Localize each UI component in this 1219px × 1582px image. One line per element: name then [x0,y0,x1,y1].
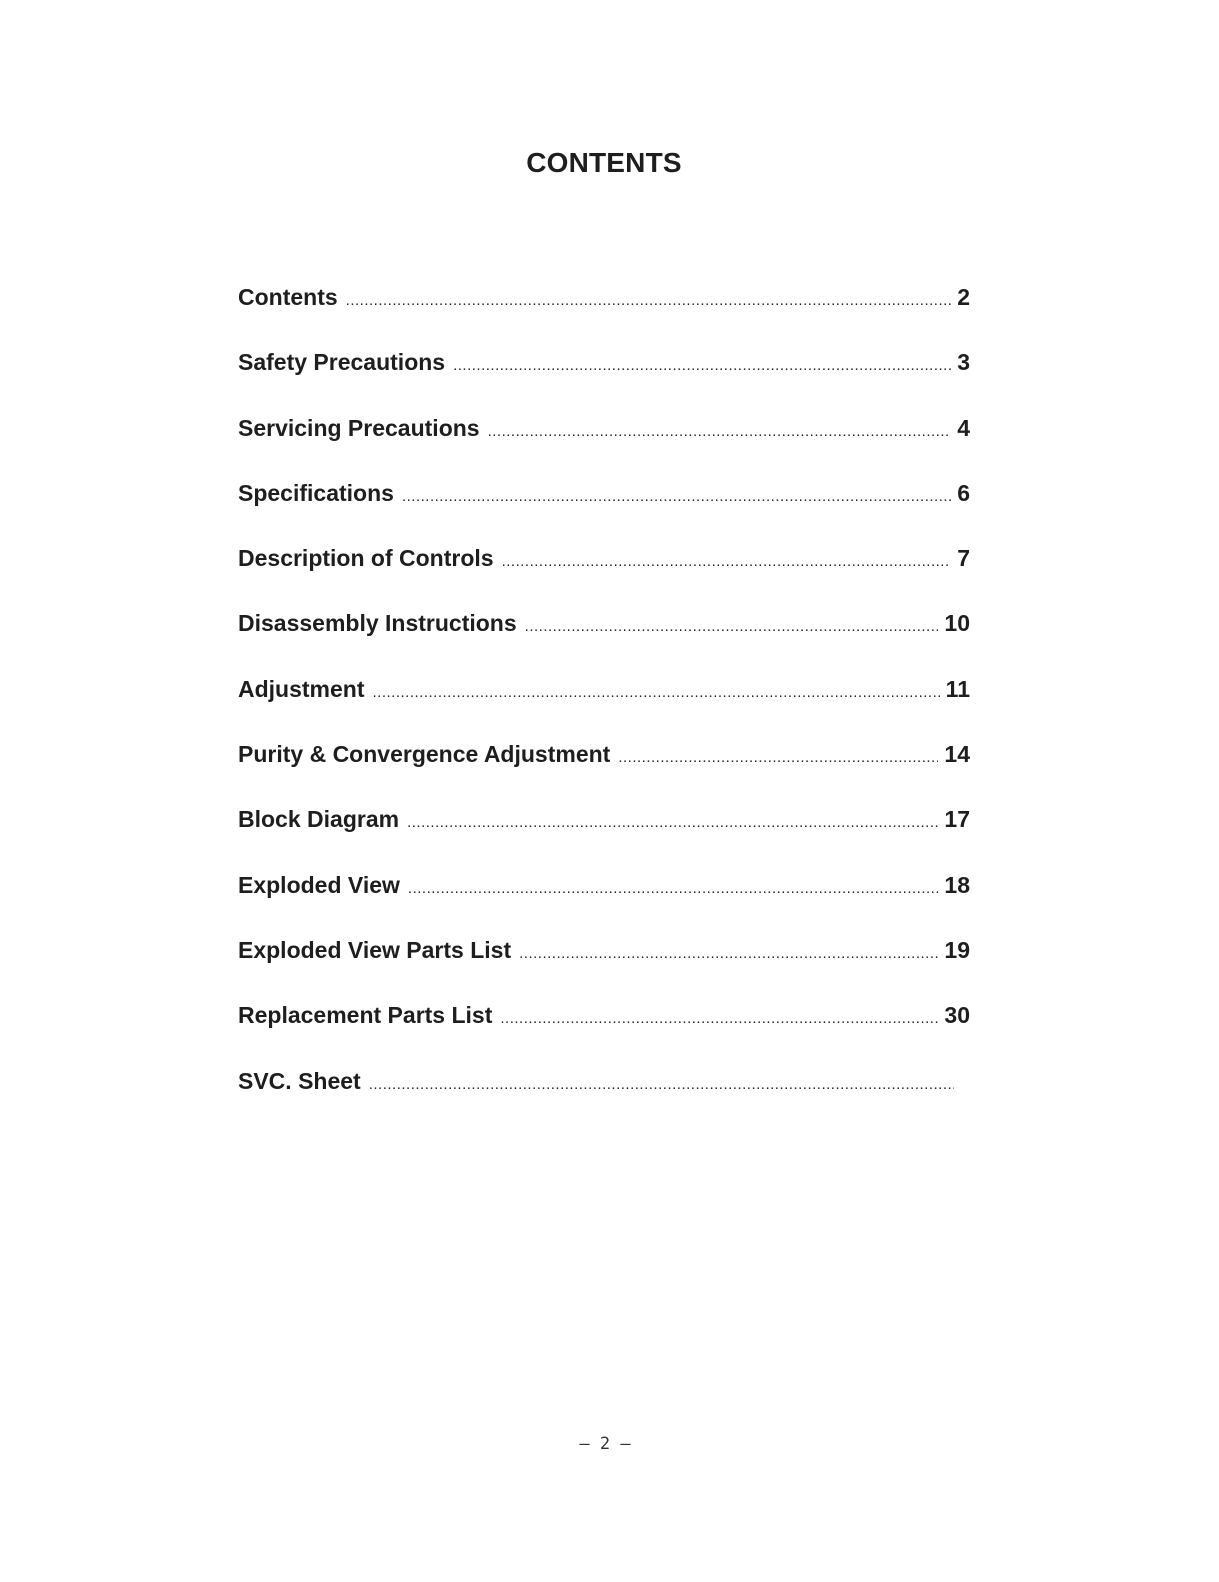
toc-entry-page: 17 [944,806,970,833]
toc-entry-replacement-parts-list[interactable] [238,998,970,1063]
dot-leader [500,1002,938,1036]
toc-entry-description-of-controls[interactable] [238,541,970,606]
toc-entry-page: 2 [957,284,970,310]
dot-leader [525,610,939,644]
toc-entry-label: Description of Controls [238,545,494,572]
dot-leader [488,415,952,449]
toc-entry-label: Purity & Convergence Adjustment [238,741,611,768]
dot-leader [408,872,939,906]
toc-entry-label: Block Diagram [238,806,400,833]
toc-entry-label: Disassembly Instructions [238,610,517,637]
toc-entry-specifications[interactable] [238,476,970,541]
toc-entry-label: Safety Precautions [238,349,446,376]
toc-entry-page: 19 [944,936,970,963]
dot-leader [402,480,951,514]
page-title: CONTENTS [526,147,682,178]
dot-leader [618,741,938,775]
toc-entry-exploded-view-parts-list[interactable] [238,933,970,998]
toc-entry-label: Adjustment [238,675,365,702]
toc-entry-page: 18 [944,871,970,898]
toc-entry-servicing-precautions[interactable] [238,411,970,476]
toc-entry-contents[interactable] [238,280,970,345]
toc-entry-page: 6 [957,479,970,506]
table-of-contents [238,280,970,1129]
toc-entry-label: SVC. Sheet [238,1067,361,1094]
toc-entry-page: 11 [945,675,970,702]
toc-entry-purity-convergence-adjustment[interactable] [238,737,970,802]
toc-entry-block-diagram[interactable] [238,802,970,867]
toc-entry-label: Contents [238,284,338,310]
toc-entry-exploded-view[interactable] [238,868,970,933]
toc-entry-label: Servicing Precautions [238,414,480,441]
dot-leader [502,545,952,579]
toc-entry-page: 4 [957,414,970,441]
page-number: – 2 – [579,1434,631,1454]
toc-entry-page: 14 [944,741,970,768]
toc-entry-label: Exploded View [238,871,400,898]
dot-leader [369,1068,954,1102]
toc-entry-disassembly-instructions[interactable] [238,606,970,671]
dot-leader [453,349,951,383]
dot-leader [346,284,952,318]
toc-entry-label: Exploded View Parts List [238,936,512,963]
toc-entry-safety-precautions[interactable] [238,345,970,410]
dot-leader [519,937,938,971]
toc-entry-page: 7 [957,545,970,572]
toc-entry-svc-sheet[interactable] [238,1064,970,1129]
toc-entry-label: Specifications [238,479,394,506]
dot-leader [373,676,940,710]
toc-entry-page: 30 [944,1002,970,1029]
toc-entry-page: 10 [944,610,970,637]
dot-leader [407,806,938,840]
toc-entry-label: Replacement Parts List [238,1002,493,1029]
toc-entry-page: 3 [957,349,970,376]
toc-entry-adjustment[interactable] [238,672,970,737]
